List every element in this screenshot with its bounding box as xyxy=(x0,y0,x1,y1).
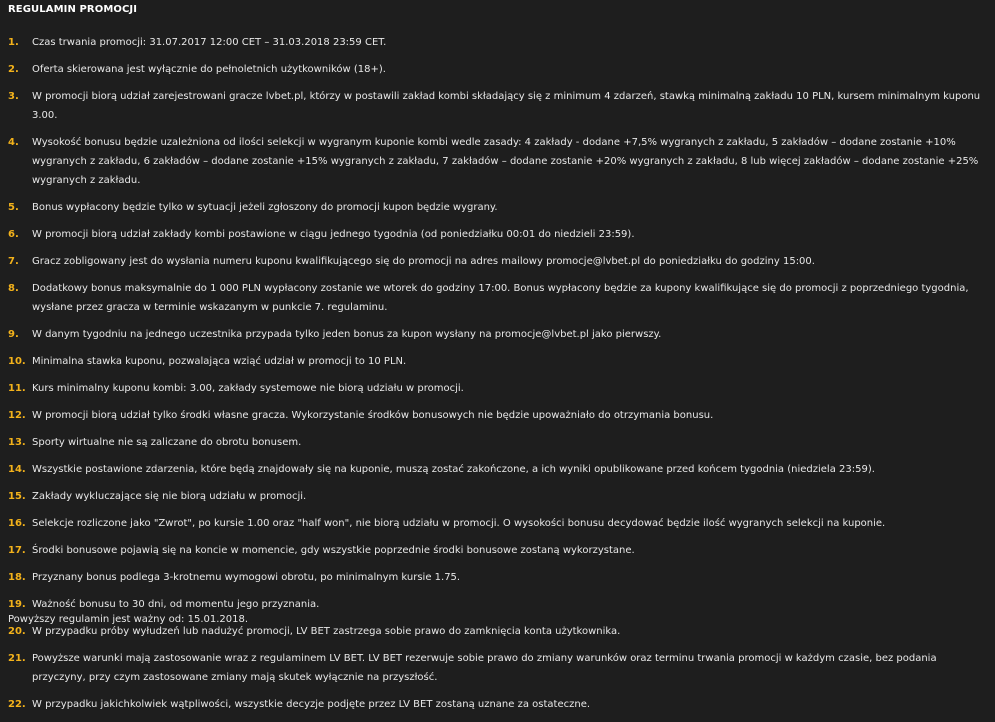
rule-number: 14. xyxy=(8,464,26,475)
rule-item xyxy=(0,568,995,587)
rule-text: Selekcje rozliczone jako "Zwrot", po kursie 1.00 oraz "half won", nie biorą udziału w promocji. O wysokości bonusu decydować będzie ilość wygranych selekcji na kuponie. xyxy=(32,518,886,529)
rule-item xyxy=(0,460,995,479)
rule-text: W promocji biorą udział zarejestrowani gracze lvbet.pl, którzy w postawili zakład kombi składający się z minimum 4 zdarzeń, stawką minimalną zakładu 10 PLN, kursem minimalnym kuponu 3.00. xyxy=(32,91,981,121)
rule-number: 4. xyxy=(8,137,19,148)
rule-number: 9. xyxy=(8,329,19,340)
rule-text: W przypadku jakichkolwiek wątpliwości, wszystkie decyzje podjęte przez LV BET zostaną uznane za ostateczne. xyxy=(32,699,591,710)
rule-item xyxy=(0,133,995,190)
rule-text: W promocji biorą udział tylko środki własne gracza. Wykorzystanie środków bonusowych nie będzie upoważniało do otrzymania bonusu. xyxy=(32,410,714,421)
rule-number: 17. xyxy=(8,545,26,556)
rule-item xyxy=(0,514,995,533)
rule-item xyxy=(0,225,995,244)
rule-item xyxy=(0,279,995,317)
rule-item xyxy=(0,60,995,79)
rule-item xyxy=(0,433,995,452)
rule-item xyxy=(0,33,995,52)
rule-number: 6. xyxy=(8,229,19,240)
rule-text: Wszystkie postawione zdarzenia, które będą znajdowały się na kuponie, muszą zostać zakończone, a ich wyniki opublikowane przed końcem tygodnia (niedziela 23:59). xyxy=(32,464,875,475)
rule-text: W promocji biorą udział zakłady kombi postawione w ciągu jednego tygodnia (od poniedziałku 00:01 do niedzieli 23:59). xyxy=(32,229,635,240)
rule-item xyxy=(0,541,995,560)
rule-item xyxy=(0,198,995,217)
rule-text: Minimalna stawka kuponu, pozwalająca wziąć udział w promocji to 10 PLN. xyxy=(32,356,407,367)
rule-number: 12. xyxy=(8,410,26,421)
rule-text: Bonus wypłacony będzie tylko w sytuacji jeżeli zgłoszony do promocji kupon będzie wygrany. xyxy=(32,202,498,213)
rule-item xyxy=(0,649,995,687)
rule-number: 3. xyxy=(8,91,19,102)
rule-number: 13. xyxy=(8,437,26,448)
rule-number: 18. xyxy=(8,572,26,583)
rule-number: 10. xyxy=(8,356,26,367)
rule-text: Wysokość bonusu będzie uzależniona od ilości selekcji w wygranym kuponie kombi wedle zasady: 4 zakłady - dodane +7,5% wygranych z zakładu, 5 zakładów – dodane zostanie +10% wygranych z zakładu, 6 zakładów – dodane zostanie +15% wygranych z zakładu, 7 zakładów – dodane zostanie +20% wygranych z zakładu, 8 lub więcej zakładów – dodane zostanie +25% wygranych z zakładu. xyxy=(32,137,979,186)
rule-number: 16. xyxy=(8,518,26,529)
rule-item xyxy=(0,325,995,344)
rule-item xyxy=(0,487,995,506)
rule-text: Sporty wirtualne nie są zaliczane do obrotu bonusem. xyxy=(32,437,302,448)
rule-item xyxy=(0,352,995,371)
rule-number: 19. xyxy=(8,599,26,610)
rule-number: 11. xyxy=(8,383,26,394)
rule-text: Dodatkowy bonus maksymalnie do 1 000 PLN wypłacony zostanie we wtorek do godziny 17:00. Bonus wypłacony będzie za kupony kwalifikujące się do promocji z poprzedniego tygodnia, wysłane przez gracza w terminie wskazanym w punkcie 7. regulaminu. xyxy=(32,283,969,313)
rule-item xyxy=(0,379,995,398)
rule-number: 1. xyxy=(8,37,19,48)
rule-text: Czas trwania promocji: 31.07.2017 12:00 CET – 31.03.2018 23:59 CET. xyxy=(32,37,387,48)
rule-number: 7. xyxy=(8,256,19,267)
rule-item xyxy=(0,87,995,125)
rule-text: W danym tygodniu na jednego uczestnika przypada tylko jeden bonus za kupon wysłany na promocje@lvbet.pl jako pierwszy. xyxy=(32,329,662,340)
rule-text: Oferta skierowana jest wyłącznie do pełnoletnich użytkowników (18+). xyxy=(32,64,386,75)
rule-number: 2. xyxy=(8,64,19,75)
rule-text: Przyznany bonus podlega 3-krotnemu wymogowi obrotu, po minimalnym kursie 1.75. xyxy=(32,572,461,583)
rule-number: 21. xyxy=(8,653,26,664)
rule-text: Gracz zobligowany jest do wysłania numeru kuponu kwalifikującego się do promocji na adres mailowy promocje@lvbet.pl do poniedziałku do godziny 15:00. xyxy=(32,256,815,267)
rule-text: Ważność bonusu to 30 dni, od momentu jego przyznania. xyxy=(32,599,320,610)
rule-number: 5. xyxy=(8,202,19,213)
rule-item xyxy=(0,252,995,271)
rule-text: W przypadku próby wyłudzeń lub nadużyć promocji, LV BET zastrzega sobie prawo do zamknięcia konta użytkownika. xyxy=(32,626,621,637)
rule-text: Powyższe warunki mają zastosowanie wraz z regulaminem LV BET. LV BET rezerwuje sobie prawo do zmiany warunków oraz terminu trwania promocji w każdym czasie, bez podania przyczyny, przy czym zastosowane zmiany mają skutek wyłącznie na przyszłość. xyxy=(32,653,937,683)
rule-text: Kurs minimalny kuponu kombi: 3.00, zakłady systemowe nie biorą udziału w promocji. xyxy=(32,383,464,394)
rule-item xyxy=(0,695,995,714)
validity-footer: Powyższy regulamin jest ważny od: 15.01.2018. xyxy=(8,614,249,625)
rule-number: 22. xyxy=(8,699,26,710)
rule-number: 15. xyxy=(8,491,26,502)
rule-number: 20. xyxy=(8,626,26,637)
rule-number: 8. xyxy=(8,283,19,294)
page-title: REGULAMIN PROMOCJI xyxy=(8,4,138,15)
rule-text: Środki bonusowe pojawią się na koncie w momencie, gdy wszystkie poprzednie środki bonusowe zostaną wykorzystane. xyxy=(32,545,635,556)
rule-item xyxy=(0,406,995,425)
rule-text: Zakłady wykluczające się nie biorą udziału w promocji. xyxy=(32,491,307,502)
